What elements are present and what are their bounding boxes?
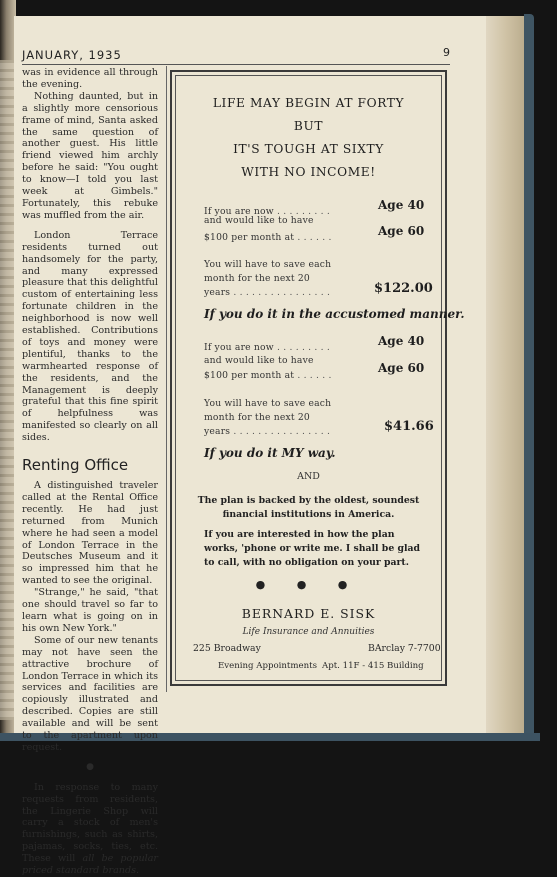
age-now-value: Age 40 bbox=[378, 334, 425, 348]
ad-row: You will have to save each bbox=[204, 259, 332, 270]
agent-address: 225 Broadway bbox=[193, 643, 261, 654]
monthly-amount-my-way: $41.66 bbox=[384, 419, 434, 434]
paragraph-italic-text: all be popular priced standard brands. bbox=[22, 853, 158, 877]
ad-row: If you are now . . . . . . . . . bbox=[204, 342, 331, 353]
paragraph-text: In response to many requests from residents, the Lingerie Shop will carry a stock of men's furnishings, such as shirts, pajamas, socks, ties, etc. These will bbox=[22, 781, 158, 865]
agent-name: BERNARD E. SISK bbox=[241, 606, 376, 621]
ad-row: You will have to save each bbox=[204, 398, 332, 409]
ad-headline-line: WITH NO INCOME! bbox=[241, 165, 376, 179]
paragraph: was in evidence all through the evening. bbox=[22, 67, 158, 90]
section-bullet: ● bbox=[86, 761, 94, 772]
paragraph: "Strange," he said, "that one should travel so far to learn what is going on in his own New York." bbox=[22, 587, 158, 634]
age-at-value: Age 60 bbox=[378, 224, 425, 238]
paragraph: London Terrace residents turned out handsomely for the party, and many expressed pleasure that this delightful custom of entertaining less fortunate children in the neighborhood is now well established. Contributions of toys and money were plentiful, thanks to the warmhearted response of the residents, and the Management is deeply grateful that this fine spirit of helpfulness was manifested so clearly on all sides. bbox=[22, 229, 158, 444]
insurance-advertisement bbox=[170, 70, 465, 686]
divider-dots: ● ● ● bbox=[255, 578, 362, 591]
monthly-amount-accustomed: $122.00 bbox=[374, 281, 433, 296]
apartment-address: Apt. 11F - 415 Building bbox=[322, 661, 424, 671]
tagline-accustomed-manner: If you do it in the accustomed manner. bbox=[204, 307, 465, 321]
previous-page-edge bbox=[0, 60, 14, 720]
evening-appointments: Evening Appointments bbox=[218, 661, 318, 671]
left-text-column bbox=[22, 67, 158, 877]
plan-statement: The plan is backed by the oldest, soundest financial institutions in America. bbox=[197, 495, 420, 520]
book-cover-edge bbox=[524, 14, 534, 738]
paragraph bbox=[22, 782, 158, 877]
agent-phone: BArclay 7-7700 bbox=[368, 643, 441, 654]
column-divider bbox=[166, 66, 167, 692]
page-number: 9 bbox=[443, 46, 450, 59]
call-to-action: If you are interested in how the plan works, 'phone or write me. I shall be glad to call, with no obligation on your part. bbox=[204, 529, 421, 568]
ad-row: years . . . . . . . . . . . . . . . . bbox=[204, 287, 331, 298]
ad-row: $100 per month at . . . . . . bbox=[204, 370, 332, 381]
ad-row: month for the next 20 bbox=[204, 273, 310, 284]
agent-title: Life Insurance and Annuities bbox=[242, 627, 375, 637]
paragraph: A distinguished traveler called at the Rental Office recently. He had just returned from Munich where he had seen a model of London Terrace in the Deutsches Museum and it so impressed him that he wanted to see the original. bbox=[22, 480, 158, 587]
running-header-date: JANUARY, 1935 bbox=[22, 48, 122, 62]
header-rule bbox=[22, 64, 450, 65]
section-heading-renting-office: Renting Office bbox=[22, 456, 129, 475]
ad-row: and would like to have bbox=[204, 355, 314, 366]
ad-row: years . . . . . . . . . . . . . . . . bbox=[204, 426, 331, 437]
ad-headline-line: IT'S TOUGH AT SIXTY bbox=[233, 142, 384, 156]
page-stack-edge bbox=[486, 16, 526, 734]
and-connector: AND bbox=[297, 471, 320, 482]
ad-row: If you are now . . . . . . . . . bbox=[204, 206, 331, 217]
ad-row: month for the next 20 bbox=[204, 412, 310, 423]
age-now-value: Age 40 bbox=[378, 198, 425, 212]
ad-headline-line: LIFE MAY BEGIN AT FORTY bbox=[212, 96, 405, 110]
ad-row: $100 per month at . . . . . . bbox=[204, 232, 332, 243]
age-at-value: Age 60 bbox=[378, 361, 425, 375]
ad-row: and would like to have bbox=[204, 215, 314, 226]
paragraph: Some of our new tenants may not have seen the attractive brochure of London Terrace in which its services and facilities are copiously illustrated and described. Copies are still available and will be sent to the apartment upon request. bbox=[22, 634, 158, 753]
ad-headline-line: BUT bbox=[293, 119, 324, 133]
ad-inner-border bbox=[175, 75, 465, 681]
paragraph: Nothing daunted, but in a slightly more censorious frame of mind, Santa asked the same question of another guest. His little friend viewed him archly before he said: "You ought to know—I told you last week at Gimbels." Fortunately, this rebuke was muffled from the air. bbox=[22, 90, 158, 221]
tagline-my-way: If you do it MY way. bbox=[204, 446, 336, 460]
